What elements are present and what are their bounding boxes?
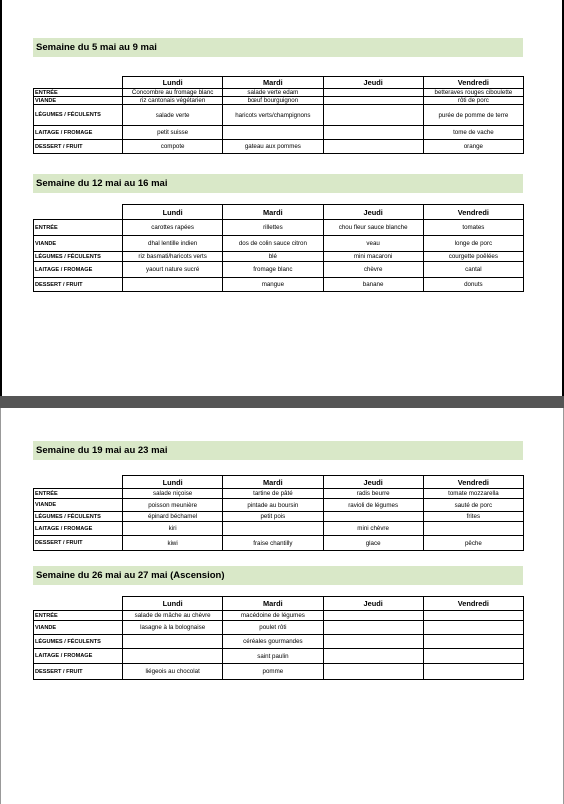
table-header-row <box>34 597 524 611</box>
table-row <box>34 89 524 97</box>
row-label: LÉGUMES / FÉCULENTS <box>34 635 123 649</box>
row-label: VIANDE <box>34 499 123 512</box>
menu-table <box>33 596 524 680</box>
table-header-row <box>34 476 524 489</box>
menu-cell: lasagne à la bolognaise <box>123 621 223 635</box>
menu-cell: mini macaroni <box>323 252 423 262</box>
page-separator <box>0 396 564 408</box>
menu-cell: donuts <box>423 278 523 292</box>
page-1-left-edge <box>0 0 2 396</box>
menu-cell <box>323 97 423 105</box>
row-label: VIANDE <box>34 97 123 105</box>
day-header: Jeudi <box>323 597 423 611</box>
menu-cell: cantal <box>423 262 523 278</box>
table-row <box>34 236 524 252</box>
menu-cell: dos de colin sauce citron <box>223 236 323 252</box>
menu-cell: haricots verts/champignons <box>223 105 323 126</box>
menu-cell: liégeois au chocolat <box>123 664 223 680</box>
table-row <box>34 499 524 512</box>
menu-cell: veau <box>323 236 423 252</box>
menu-cell <box>323 664 423 680</box>
table-header-row <box>34 205 524 220</box>
table-row <box>34 611 524 621</box>
menu-cell <box>223 126 323 140</box>
menu-cell: petit suisse <box>123 126 223 140</box>
menu-cell: kiri <box>123 522 223 536</box>
menu-cell: mangue <box>223 278 323 292</box>
menu-cell: yaourt nature sucré <box>123 262 223 278</box>
menu-cell: fromage blanc <box>223 262 323 278</box>
menu-cell: chèvre <box>323 262 423 278</box>
menu-table <box>33 204 524 292</box>
table-row <box>34 536 524 551</box>
menu-cell: tartine de pâté <box>223 489 323 499</box>
table-row <box>34 262 524 278</box>
page-2-left-edge <box>0 408 1 804</box>
menu-cell: poisson meunière <box>123 499 223 512</box>
menu-cell <box>423 522 523 536</box>
menu-cell: céréales gourmandes <box>223 635 323 649</box>
table-row <box>34 522 524 536</box>
menu-cell: gateau aux pommes <box>223 140 323 154</box>
menu-cell: riz basmati/haricots verts <box>123 252 223 262</box>
header-corner <box>34 476 123 489</box>
menu-cell: compote <box>123 140 223 154</box>
menu-cell <box>323 649 423 664</box>
menu-cell: rôti de porc <box>423 97 523 105</box>
week-title: Semaine du 5 mai au 9 mai <box>33 38 523 57</box>
menu-cell: salade niçoise <box>123 489 223 499</box>
day-header: Vendredi <box>423 77 523 89</box>
menu-cell <box>323 126 423 140</box>
day-header: Mardi <box>223 597 323 611</box>
row-label: DESSERT / FRUIT <box>34 664 123 680</box>
table-row <box>34 635 524 649</box>
day-header: Lundi <box>123 77 223 89</box>
day-header: Vendredi <box>423 476 523 489</box>
menu-cell: rillettes <box>223 220 323 236</box>
row-label: ENTRÉE <box>34 611 123 621</box>
header-corner <box>34 597 123 611</box>
table-row <box>34 512 524 522</box>
table-row <box>34 664 524 680</box>
table-row <box>34 489 524 499</box>
week-title: Semaine du 19 mai au 23 mai <box>33 441 523 460</box>
menu-cell: pomme <box>223 664 323 680</box>
menu-cell: épinard béchamel <box>123 512 223 522</box>
menu-cell: mini chèvre <box>323 522 423 536</box>
menu-cell: Concombre au fromage blanc <box>123 89 223 97</box>
menu-cell <box>423 635 523 649</box>
menu-cell: carottes rapées <box>123 220 223 236</box>
row-label: LÉGUMES / FÉCULENTS <box>34 105 123 126</box>
menu-cell: banane <box>323 278 423 292</box>
week-title: Semaine du 26 mai au 27 mai (Ascension) <box>33 566 523 585</box>
menu-cell: salade verte edam <box>223 89 323 97</box>
table-row <box>34 97 524 105</box>
menu-cell: chou fleur sauce blanche <box>323 220 423 236</box>
day-header: Jeudi <box>323 476 423 489</box>
row-label: LAITAGE / FROMAGE <box>34 522 123 536</box>
row-label: ENTRÉE <box>34 89 123 97</box>
row-label: VIANDE <box>34 236 123 252</box>
menu-cell: ravioli de légumes <box>323 499 423 512</box>
menu-cell: pêche <box>423 536 523 551</box>
menu-cell <box>323 635 423 649</box>
table-row <box>34 220 524 236</box>
menu-cell: orange <box>423 140 523 154</box>
day-header: Mardi <box>223 205 323 220</box>
day-header: Vendredi <box>423 205 523 220</box>
menu-table <box>33 76 524 154</box>
menu-cell: betteraves rouges ciboulette <box>423 89 523 97</box>
menu-cell: macédoine de légumes <box>223 611 323 621</box>
row-label: ENTRÉE <box>34 489 123 499</box>
day-header: Jeudi <box>323 205 423 220</box>
menu-cell: tomates <box>423 220 523 236</box>
row-label: LÉGUMES / FÉCULENTS <box>34 252 123 262</box>
menu-cell: fraise chantilly <box>223 536 323 551</box>
row-label: VIANDE <box>34 621 123 635</box>
menu-cell <box>123 635 223 649</box>
menu-cell: riz cantonais végétarien <box>123 97 223 105</box>
menu-cell <box>323 89 423 97</box>
menu-cell: poulet rôti <box>223 621 323 635</box>
day-header: Vendredi <box>423 597 523 611</box>
menu-cell: dhal lentille indien <box>123 236 223 252</box>
menu-cell: tome de vache <box>423 126 523 140</box>
menu-cell: blé <box>223 252 323 262</box>
row-label: LÉGUMES / FÉCULENTS <box>34 512 123 522</box>
menu-cell: glace <box>323 536 423 551</box>
table-header-row <box>34 77 524 89</box>
menu-table <box>33 475 524 551</box>
menu-cell <box>223 522 323 536</box>
menu-cell <box>423 664 523 680</box>
day-header: Lundi <box>123 205 223 220</box>
day-header: Mardi <box>223 77 323 89</box>
table-row <box>34 278 524 292</box>
day-header: Jeudi <box>323 77 423 89</box>
menu-cell: salade verte <box>123 105 223 126</box>
menu-cell: bœuf bourguignon <box>223 97 323 105</box>
week-title: Semaine du 12 mai au 16 mai <box>33 174 523 193</box>
row-label: LAITAGE / FROMAGE <box>34 126 123 140</box>
menu-cell: pintade au boursin <box>223 499 323 512</box>
menu-cell <box>123 278 223 292</box>
menu-cell <box>323 105 423 126</box>
menu-cell: tomate mozzarella <box>423 489 523 499</box>
day-header: Mardi <box>223 476 323 489</box>
menu-cell <box>323 512 423 522</box>
menu-cell: petit pois <box>223 512 323 522</box>
menu-cell: purée de pomme de terre <box>423 105 523 126</box>
row-label: DESSERT / FRUIT <box>34 536 123 551</box>
menu-cell <box>423 649 523 664</box>
menu-cell: radis beurre <box>323 489 423 499</box>
menu-cell <box>323 611 423 621</box>
row-label: DESSERT / FRUIT <box>34 140 123 154</box>
menu-cell: kiwi <box>123 536 223 551</box>
menu-cell <box>423 611 523 621</box>
menu-cell <box>323 140 423 154</box>
menu-cell: salade de mâche au chèvre <box>123 611 223 621</box>
table-row <box>34 649 524 664</box>
menu-cell: longe de porc <box>423 236 523 252</box>
table-row <box>34 140 524 154</box>
header-corner <box>34 205 123 220</box>
day-header: Lundi <box>123 597 223 611</box>
menu-cell <box>323 621 423 635</box>
menu-cell <box>423 621 523 635</box>
header-corner <box>34 77 123 89</box>
table-row <box>34 621 524 635</box>
row-label: ENTRÉE <box>34 220 123 236</box>
day-header: Lundi <box>123 476 223 489</box>
menu-cell: sauté de porc <box>423 499 523 512</box>
menu-cell: saint paulin <box>223 649 323 664</box>
menu-cell: courgette poêlées <box>423 252 523 262</box>
table-row <box>34 105 524 126</box>
row-label: LAITAGE / FROMAGE <box>34 262 123 278</box>
menu-cell <box>123 649 223 664</box>
row-label: DESSERT / FRUIT <box>34 278 123 292</box>
table-row <box>34 126 524 140</box>
row-label: LAITAGE / FROMAGE <box>34 649 123 664</box>
table-row <box>34 252 524 262</box>
menu-cell: frites <box>423 512 523 522</box>
